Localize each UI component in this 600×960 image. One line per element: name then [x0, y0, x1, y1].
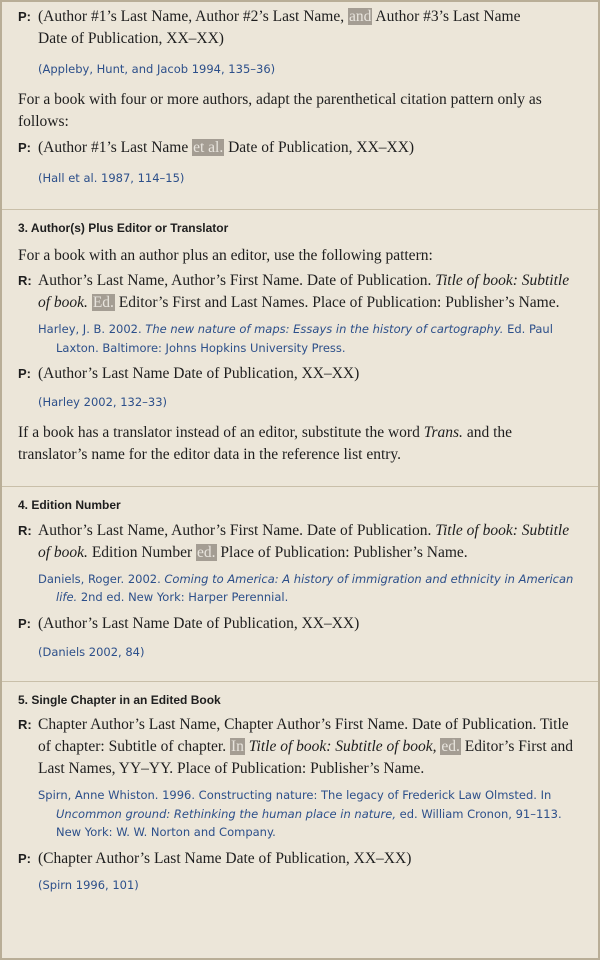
section-divider — [2, 486, 598, 487]
p-tag: P: — [18, 850, 31, 866]
example-reference — [18, 570, 580, 607]
pattern-text: (Chapter Author’s Last Name Date of Publication, XX–XX) — [38, 849, 412, 867]
example-title: Coming to America: A history of immigration and ethnicity in American life. — [56, 571, 574, 604]
pattern-text: Date of Publication, XX–XX) — [38, 30, 224, 47]
four-authors-note: For a book with four or more authors, adapt the parenthetical citation pattern only as follows: — [18, 90, 542, 130]
ed-highlight: ed. — [441, 738, 460, 755]
note-text: and the translator’s name for the editor data in the reference list entry. — [18, 423, 513, 463]
section-heading: 5. Single Chapter in an Edited Book — [18, 693, 221, 707]
and-highlight: and — [348, 8, 372, 25]
pattern-text: Author’s Last Name, Author’s First Name. Date of Publication. — [38, 272, 432, 289]
p-tag: P: — [18, 615, 31, 631]
example-author: Daniels, Roger. 2002. — [38, 571, 161, 586]
pattern-text: Author’s Last Name, Author’s First Name. Date of Publication. — [38, 521, 432, 539]
pattern-text: (Author’s Last Name Date of Publication, XX–XX) — [38, 365, 360, 382]
section-divider — [2, 681, 598, 682]
p-tag: P: — [18, 139, 31, 155]
section-heading: 4. Edition Number — [18, 497, 121, 512]
pattern-title: Title of book: Subtitle of book. — [38, 521, 570, 561]
section-divider — [2, 209, 598, 210]
note-text: If a book has a translator instead of an editor, substitute the word — [18, 423, 420, 441]
translator-note — [18, 422, 580, 466]
example-publisher: Ed. Paul Laxton. Baltimore: Johns Hopkins University Press. — [56, 322, 553, 355]
example-author: Harley, J. B. 2002. — [38, 322, 142, 336]
pattern-text: Edition Number — [91, 543, 193, 561]
pattern-text: Chapter Author’s Last Name, Chapter Author’s First Name. Date of Publication. Title of chapter: Subtitle of chapter. — [38, 716, 569, 755]
pattern-text: (Author #1’s Last Name, Author #2’s Last Name, — [38, 8, 345, 25]
example-citation: (Daniels 2002, 84) — [38, 644, 145, 659]
reference-pattern — [18, 270, 580, 314]
parenthetical-pattern-three-authors — [18, 6, 580, 50]
parenthetical-pattern — [18, 363, 580, 385]
reference-pattern — [18, 714, 580, 780]
reference-pattern — [18, 520, 580, 564]
pattern-text: Place of Publication: Publisher’s Name. — [220, 543, 468, 561]
p-tag: P: — [18, 366, 31, 381]
parenthetical-pattern-et-al — [18, 137, 580, 159]
in-highlight: In — [230, 738, 244, 755]
example-reference — [18, 786, 580, 842]
section-intro: For a book with an author plus an editor, use the following pattern: — [18, 247, 433, 264]
r-tag: R: — [18, 273, 32, 288]
pattern-title: Title of book: Subtitle of book. — [38, 272, 570, 311]
example-title: The new nature of maps: Essays in the history of cartography. — [145, 322, 504, 336]
et-al-highlight: et al. — [193, 138, 224, 156]
pattern-text: Date of Publication, XX–XX) — [228, 138, 415, 156]
ed-highlight: Ed. — [92, 294, 114, 311]
ed-highlight: ed. — [197, 543, 216, 561]
r-tag: R: — [18, 522, 32, 538]
example-title: Uncommon ground: Rethinking the human place in nature, — [56, 806, 396, 821]
pattern-text: (Author’s Last Name Date of Publication, XX–XX) — [38, 614, 360, 632]
trans-word: Trans. — [423, 423, 463, 441]
example-publisher: ed. William Cronon, 91–113. New York: W. W. Norton and Company. — [56, 806, 562, 839]
pattern-text: Editor’s First and Last Names. Place of Publication: Publisher’s Name. — [118, 294, 560, 311]
example-citation: (Harley 2002, 132–33) — [38, 395, 168, 409]
pattern-title: Title of book: Subtitle of book, — [248, 738, 437, 755]
example-citation: (Spirn 1996, 101) — [38, 877, 139, 892]
pattern-text: Editor’s First and Last Names, YY–YY. Place of Publication: Publisher’s Name. — [38, 738, 573, 777]
example-reference — [18, 320, 580, 357]
parenthetical-pattern — [18, 613, 580, 635]
example-author: Spirn, Anne Whiston. 1996. Constructing nature: The legacy of Frederick Law Olmsted. In — [38, 788, 552, 802]
example-citation: (Appleby, Hunt, and Jacob 1994, 135–36) — [38, 62, 276, 76]
r-tag: R: — [18, 717, 32, 732]
section-heading: 3. Author(s) Plus Editor or Translator — [18, 221, 229, 235]
pattern-text: (Author #1’s Last Name — [38, 138, 189, 156]
pattern-text: Author #3’s Last Name — [375, 8, 521, 25]
example-publisher: 2nd ed. New York: Harper Perennial. — [80, 590, 289, 604]
parenthetical-pattern — [18, 848, 580, 870]
example-citation: (Hall et al. 1987, 114–15) — [38, 170, 185, 185]
p-tag: P: — [18, 9, 31, 24]
